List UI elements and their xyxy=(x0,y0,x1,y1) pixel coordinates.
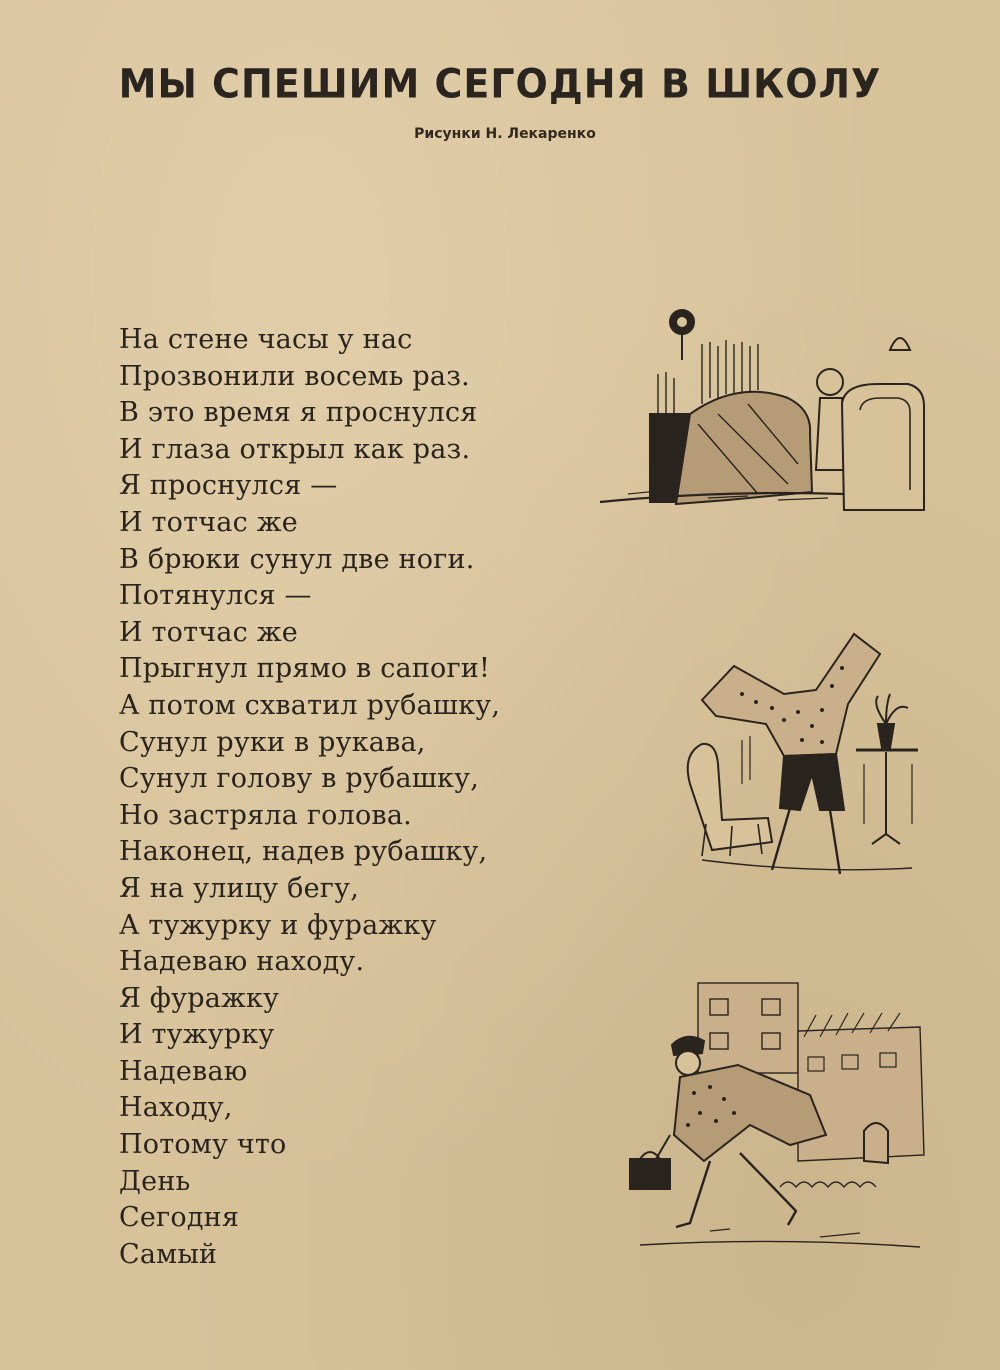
poem-line: Потянулся — xyxy=(119,580,312,612)
poem-line: Сегодня xyxy=(119,1202,240,1234)
poem-line: А потом схватил рубашку, xyxy=(119,689,501,721)
illustrator-credit: Рисунки Н. Лекаренко xyxy=(414,126,596,142)
page-title: МЫ СПЕШИМ СЕГОДНЯ В ШКОЛУ xyxy=(118,60,882,108)
poem-line: Я фуражку xyxy=(119,982,280,1014)
poem-line: На стене часы у нас xyxy=(119,324,413,355)
boy-putting-on-shirt-illustration xyxy=(672,624,934,894)
poem-line: Находу, xyxy=(119,1092,233,1124)
boy-running-to-school-illustration xyxy=(620,975,940,1265)
poem-line: День xyxy=(119,1165,191,1197)
poem-line: Потому что xyxy=(119,1129,287,1161)
poem-line: Прозвонили восемь раз. xyxy=(119,360,470,392)
poem-line: Я на улицу бегу, xyxy=(119,872,359,904)
poem-line: Наконец, надев рубашку, xyxy=(119,836,488,868)
poem-line: Сунул руки в рукава, xyxy=(119,726,426,758)
poem-line: И глаза открыл как раз. xyxy=(119,433,471,465)
poem-line: Прыгнул прямо в сапоги! xyxy=(119,653,491,685)
poem-line: И тужурку xyxy=(119,1019,275,1051)
poem-line: Самый xyxy=(119,1238,218,1270)
poem-line: Надеваю xyxy=(119,1055,248,1087)
poem-line: Надеваю находу. xyxy=(119,946,365,978)
poem-line: Сунул голову в рубашку, xyxy=(119,763,479,795)
poem-line: Я проснулся — xyxy=(119,470,338,502)
poem-line: В это время я проснулся xyxy=(119,397,478,429)
poem-line: Но застряла голова. xyxy=(119,799,412,831)
poem-line: И тотчас же xyxy=(119,506,298,538)
poem-line: И тотчас же xyxy=(119,616,298,648)
poem-line: В брюки сунул две ноги. xyxy=(119,543,475,575)
poem-line: А тужурку и фуражку xyxy=(119,909,437,941)
poem xyxy=(119,322,500,1273)
boy-waking-up-illustration xyxy=(598,294,930,518)
